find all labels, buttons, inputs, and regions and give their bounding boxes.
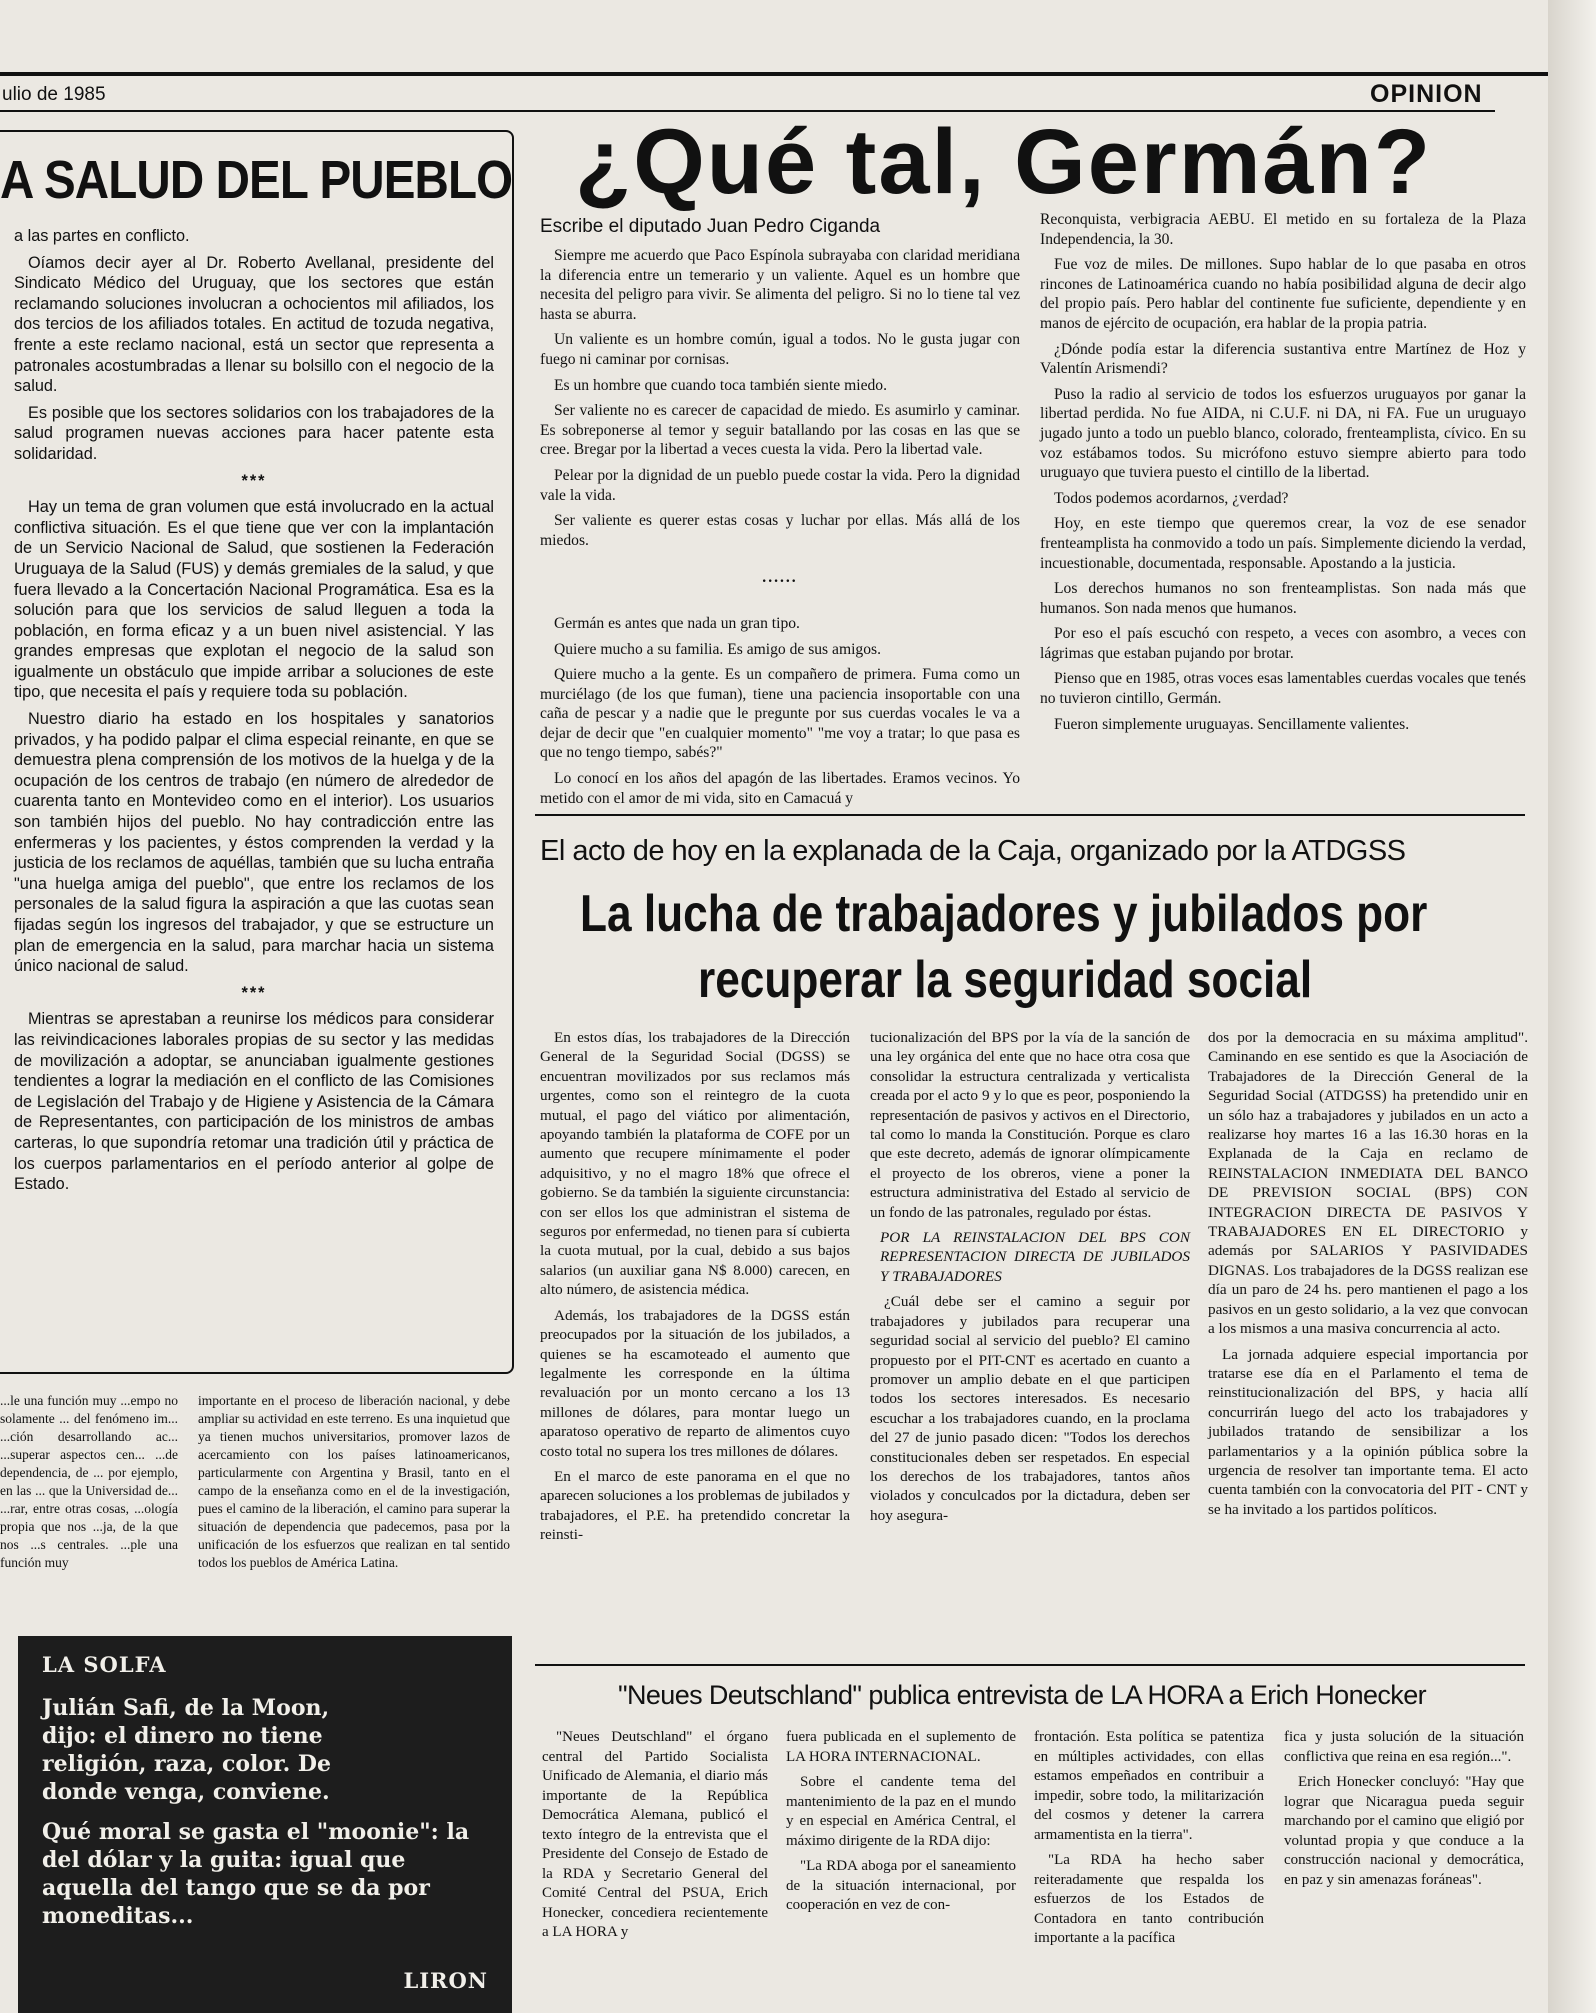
german-paragraph: Reconquista, verbigracia AEBU. El metido en su fortaleza de la Plaza Independencia, la 30.: [1040, 211, 1526, 248]
german-paragraph: Los derechos humanos no son frenteamplistas. Son nada más que humanos. Son nada menos que humanos.: [1040, 580, 1526, 617]
neues-paragraph: Erich Honecker concluyó: "Hay que lograr que Nicaragua pueda seguir marchando por el camino que eligió por voluntad propia y que conduce a la construcción nacional y democrática, en paz y sin amenazas foráneas".: [1284, 1774, 1524, 1888]
neues-col1: [542, 1728, 768, 1949]
german-paragraph: Lo conocí en los años del apagón de las libertades. Eramos vecinos. Yo metido con el amor de mi vida, sito en Camacuá y: [540, 770, 1020, 807]
german-separator: ......: [762, 569, 798, 587]
salud-title: A SALUD DEL PUEBLO: [0, 150, 513, 210]
la-solfa-text: Julián Safi, de la Moon, dijo: el dinero no tiene religión, raza, color. De donde venga, conviene.: [42, 1695, 332, 1805]
issue-date: ulio de 1985: [2, 84, 106, 105]
lucha-col2: [870, 1028, 1190, 1531]
german-paragraph: Quiere mucho a la gente. Es un compañero de primera. Fuma como un murciélago (de los que fuman), tiene una paciencia insoportable con una caña de pescar y a nadie que le pregunte por sus cuerdas vocales le va a dejar de decir que "en cualquier momento" "me voy a tratar; lo que pasa es que no tengo tiempo, sabés?": [540, 666, 1020, 762]
section-rule: [535, 1664, 1525, 1666]
lucha-paragraph: dos por la democracia en su máxima amplitud". Caminando en ese sentido es que la Asociación de Trabajadores de la Dirección General de la Seguridad Social (ATDGSS) ha pretendido unir en un sólo haz a trabajadores y jubilados en un acto a realizarse hoy martes 16 a las 16.30 horas en la Explanada de la Caja en reclamo de REINSTALACION INMEDIATA DEL BANCO DE PREVISION SOCIAL (BPS) CON INTEGRACION DIRECTA DE PASIVOS Y TRABAJADORES EN EL DIRECTORIO y además por SALARIOS Y PASIVIDADES DIGNAS. Los trabajadores de la DGSS realizan ese día un paro de 24 hs. pero mantienen el pago a los pasivos en un gesto solidario, a la vez que convocan a los mismos a una masiva concurrencia al acto.: [1208, 1029, 1528, 1338]
neues-col2: [786, 1728, 1016, 1922]
section-label: OPINION: [1370, 80, 1483, 108]
lucha-paragraph: En el marco de este panorama en el que no aparecen soluciones a los problemas de jubilados y trabajadores, el P.E. ha pretendido concretar la reinsti-: [540, 1467, 850, 1544]
fragment-left: ...le una función muy ...empo no solamente ... del fenómeno im... ...ción desarrollando ac... ...superar aspectos cen... ...de dependencia, de ... por ejemplo, en las ... que la Universidad de... ...rar, entre otras cosas, ...ología propia que nos ...ja, de la que nos ...s centrales. ...ple una función muy: [0, 1393, 178, 1570]
german-paragraph: Ser valiente es querer estas cosas y luchar por ellas. Más allá de los miedos.: [540, 512, 1020, 549]
german-paragraph: Ser valiente no es carecer de capacidad de miedo. Es asumirlo y caminar. Es sobreponerse al temor y seguir batallando por las cosas en las que se cree. Bregar por la libertad a veces cuesta la vida. Pero la libertad vale.: [540, 402, 1020, 459]
lucha-kicker: El acto de hoy en la explanada de la Caja, organizado por la ATDGSS: [540, 835, 1406, 867]
neues-headline: "Neues Deutschland" publica entrevista de LA HORA a Erich Honecker: [618, 1680, 1427, 1710]
salud-paragraph: Mientras se aprestaban a reunirse los médicos para considerar las reivindicaciones laborales propias de su sector y las medidas de movilización a adoptar, se anunciaban igualmente gestiones tendientes a lograr la mediación en el conflicto de las Comisiones de Legislación del Trabajo y de Higiene y Asistencia de la Cámara de Representantes, con participación de los ministros de ambas carteras, lo que supondría retomar una tradición útil y práctica de los cuerpos parlamentarios en el período anterior al golpe de Estado.: [14, 1010, 494, 1194]
lucha-paragraph: En estos días, los trabajadores de la Dirección General de la Seguridad Social (DGSS) se encuentran movilizados por sus reclamos más urgentes, como son el reintegro de la cuota mutual, el pago del viático por alimentación, apoyando también la plataforma de COFE por un aumento que recupere mínimamente el poder adquisitivo, y no el magro 18% que ofrece el gobierno. Se da también la siguiente circunstancia: con ser ellos los que administran el sistema de seguros por enfermedad, no tienen para sí cubierta la cuota mutual, por la cual, debido a sus bajos salarios (un auxiliar gana N$ 8.000) carecen, en alto número, de asistencia médica.: [540, 1029, 850, 1299]
lucha-paragraph: ¿Cuál debe ser el camino a seguir por trabajadores y jubilados para recuperar una seguridad social al servicio del pueblo? El camino propuesto por el PIT-CNT es acertado en cuanto a promover un amplio debate en el que participen todos los sectores interesados. Es necesario escuchar a los trabajadores cuando, en la proclama del 27 de junio pasado dicen: "Todos los derechos constitucionales deben ser respetados. En especial los derechos de los trabajadores, tantos años violados y conculcados por la dictadura, deben ser hoy asegura-: [870, 1293, 1190, 1524]
neues-paragraph: frontación. Esta política se patentiza en múltiples actividades, con ellas estamos empeñados en contribuir a impedir, sobre todo, la militarización del cosmos y detener la carrera armamentista en la tierra".: [1034, 1729, 1264, 1843]
german-paragraph: Un valiente es un hombre común, igual a todos. No le gusta jugar con fuego ni caminar por cornisas.: [540, 331, 1020, 368]
fragment-right: importante en el proceso de liberación nacional, y debe ampliar su actividad en este terreno. Es una inquietud que ya tienen muchos universitarios, promover lazos de acercamiento con los países latinoamericanos, particularmente con Argentina y Brasil, tanto en el campo de la enseñanza como en el de la investigación, pues el camino de la liberación, el camino para superar la situación de dependencia que padecemos, pasa por la unificación de los esfuerzos que realizan en tal sentido todos los pueblos de América Latina.: [198, 1393, 510, 1570]
la-solfa-header: LA SOLFA: [42, 1652, 167, 1677]
lucha-paragraph: Además, los trabajadores de la DGSS están preocupados por la situación de los jubilados, a quienes se ha escamoteado el aumento que legalmente les corresponde en la última revaluación por un monto cercano a los 13 millones de dólares, para montar luego un aparatoso operativo de reparto de alimentos cuyo costo total no supera los tres millones de dólares.: [540, 1306, 850, 1460]
german-col1: [540, 246, 1020, 814]
section-rule: [535, 814, 1525, 816]
salud-paragraph: Oíamos decir ayer al Dr. Roberto Avellanal, presidente del Sindicato Médico del Uruguay, que los sectores que están reclamando soluciones involucran a ochocientos mil afiliados, los dos tercios de los afiliados totales. En actitud de tozuda negativa, frente a este reclamo nacional, está un sector que representa a patronales acostumbradas a llenar su bolsillo con el negocio de la salud.: [14, 253, 494, 396]
lucha-col1: [540, 1028, 850, 1551]
salud-paragraph: Es posible que los sectores solidarios con los trabajadores de la salud programen nuevas acciones para hacer patente esta solidaridad.: [14, 403, 494, 463]
salud-paragraph: a las partes en conflicto.: [14, 227, 190, 245]
german-paragraph: ¿Dónde podía estar la diferencia sustantiva entre Martínez de Hoz y Valentín Arismendi?: [1040, 340, 1526, 378]
german-paragraph: Por eso el país escuchó con respeto, a veces con asombro, a veces con lágrimas que estaban pujando por brotar.: [1040, 625, 1526, 662]
neues-paragraph: Sobre el candente tema del mantenimiento de la paz en el mundo y en especial en América Central, el máximo dirigente de la RDA dijo:: [786, 1774, 1016, 1849]
la-solfa-box: [18, 1636, 512, 2013]
neues-col3: [1034, 1728, 1264, 1955]
neues-paragraph: fica y justa solución de la situación conflictiva que reina en esa región...".: [1284, 1729, 1524, 1765]
lucha-paragraph: La jornada adquiere especial importancia por tratarse ese día en el Parlamento el tema de reinstitucionalización del BPS, y hacia allí concurrirán luego del acto los trabajadores y jubilados tratando de sensibilizar a los parlamentarios y a la opinión pública sobre la urgencia de resolver tan importante tema. El acto cuenta también con la convocatoria del PIT - CNT y se ha invitado a los partidos políticos.: [1208, 1345, 1528, 1518]
german-byline: Escribe el diputado Juan Pedro Ciganda: [540, 216, 881, 237]
german-paragraph: Germán es antes que nada un gran tipo.: [554, 614, 800, 632]
german-paragraph: Fue voz de miles. De millones. Supo hablar de lo que pasaba en otros rincones de Latinoamérica cuando no había posibilidad alguna de decir algo del propio país. Pero hablar del continente fue suficiente, dependiente y en manos de ejército de ocupación, era hablar de la propia patria.: [1040, 256, 1526, 332]
german-paragraph: Quiere mucho a su familia. Es amigo de sus amigos.: [554, 640, 881, 658]
lucha-subhead: POR LA REINSTALACION DEL BPS CON REPRESENTACION DIRECTA DE JUBILADOS Y TRABAJADORES: [880, 1229, 1190, 1285]
neues-paragraph: "La RDA ha hecho saber reiteradamente que respalda los esfuerzos de los Estados de Contadora en tanto contribución importante a la pacífica: [1034, 1852, 1264, 1946]
salud-paragraph: Hay un tema de gran volumen que está involucrado en la actual conflictiva situación. Es el que tiene que ver con la implantación de un Servicio Nacional de Salud, que sostienen la Federación Uruguaya de la Salud (FUS) y demás gremiales de la salud, y que fuera llevado a la Concertación Nacional Programática. Esa es la solución para que los servicios de salud lleguen a toda la población, en forma eficaz y a un buen nivel asistencial. Y las grandes empresas que explotan el negocio de la salud son igualmente un obstáculo que impide arribar a soluciones de este tipo, que necesita el país y requiere toda su población.: [14, 498, 494, 702]
lucha-col3: [1208, 1028, 1528, 1525]
lucha-headline: La lucha de trabajadores y jubilados por: [580, 885, 1428, 943]
german-headline: ¿Qué tal, Germán?: [575, 111, 1433, 213]
german-paragraph: Hoy, en este tiempo que queremos crear, la voz de ese senador frenteamplista ha conmovido a todo un país. Simplemente diciendo la verdad, incuestionable, documentada, responsable. Apostando a la justicia.: [1040, 515, 1526, 572]
german-paragraph: Siempre me acuerdo que Paco Espínola subrayaba con claridad meridiana la diferencia entre un temerario y un valiente. Aquel es un hombre que necesita del peligro para vivir. Se alimenta del peligro. Si no lo tiene tal vez hasta se aburra.: [540, 247, 1020, 323]
german-paragraph: Pelear por la dignidad de un pueblo puede costar la vida. Pero la dignidad vale la vida.: [540, 466, 1020, 504]
salud-separator: ***: [241, 471, 267, 490]
lucha-paragraph: tucionalización del BPS por la vía de la sanción de una ley orgánica del ente que no hace otra cosa que consolidar la estructura centralizada y verticalista creada por el acto 9 y lo que es peor, posponiendo la representación de pasivos y activos en el Directorio, tal como lo manda la Constitución. Porque es claro que este decreto, además de ignorar olímpicamente el proyecto de los obreros, viene a poner la estructura administrativa del Estado al servicio de un fondo de las patronales, regulado por éstas.: [870, 1029, 1190, 1221]
german-paragraph: Pienso que en 1985, otras voces esas lamentables cuerdas vocales que tenés no tuvieron cintillo, Germán.: [1040, 670, 1526, 708]
la-solfa-signature: LIRON: [403, 1968, 488, 1993]
german-paragraph: Puso la radio al servicio de todos los esfuerzos uruguayos por ganar la libertad perdida. No fue AIDA, ni C.U.F. ni DA, ni FA. Fue un uruguayo jugado junto a todo un pueblo blanco, colorado, frenteamplista, cívico. En su voz estábamos todos. Su micrófono estuvo siempre abierto para todo uruguayo que tuviera puesto el cintillo de la libertad.: [1040, 385, 1526, 482]
salud-separator: ***: [241, 983, 267, 1002]
neues-paragraph: "La RDA aboga por el saneamiento de la situación internacional, por cooperación en vez de con-: [786, 1858, 1016, 1913]
page-edge: [1548, 0, 1596, 2013]
neues-paragraph: fuera publicada en el suplemento de LA HORA INTERNACIONAL.: [786, 1729, 1016, 1765]
la-solfa-text: Qué moral se gasta el "moonie": la del dólar y la guita: igual que aquella del tango que se da por moneditas...: [42, 1819, 470, 1929]
neues-paragraph: "Neues Deutschland" el órgano central del Partido Socialista Unificado de Alemania, el diario más importante de la República Democrática Alemana, publicó el texto íntegro de la entrevista que el Presidente del Consejo de Estado de la RDA y Secretario General del Comité Central del PSUA, Erich Honecker, concediera recientemente a LA HORA y: [542, 1729, 768, 1940]
salud-paragraph: Nuestro diario ha estado en los hospitales y sanatorios privados, y ha podido palpar el clima especial reinante, en que se demuestra plena comprensión de los motivos de la huelga y de la ocupación de los centros de trabajo (en número de alrededor de cuarenta tanto en Montevideo como en el interior). Los usuarios son también hijos del pueblo. No hay contradicción entre las enfermeras y los pacientes, y éstos comprenden la verdad y la justicia de los reclamos de aquéllas, también que su lucha entraña "una huelga amiga del pueblo", que entre los reclamos de los personales de la salud figura la aspiración a que las cuotas sean fijadas según los ingresos del trabajador, y que se estructure un plan de emergencia en la salud, para marchar hacia un sistema único nacional de salud.: [14, 710, 494, 976]
lucha-headline: recuperar la seguridad social: [698, 951, 1313, 1009]
german-paragraph: Todos podemos acordarnos, ¿verdad?: [1054, 489, 1289, 507]
german-col2: [1040, 210, 1526, 740]
german-paragraph: Es un hombre que cuando toca también siente miedo.: [554, 376, 888, 394]
salud-body: [14, 226, 494, 1201]
neues-col4: [1284, 1728, 1524, 1896]
top-rule: [0, 72, 1560, 76]
german-paragraph: Fueron simplemente uruguayas. Sencillamente valientes.: [1054, 715, 1410, 733]
